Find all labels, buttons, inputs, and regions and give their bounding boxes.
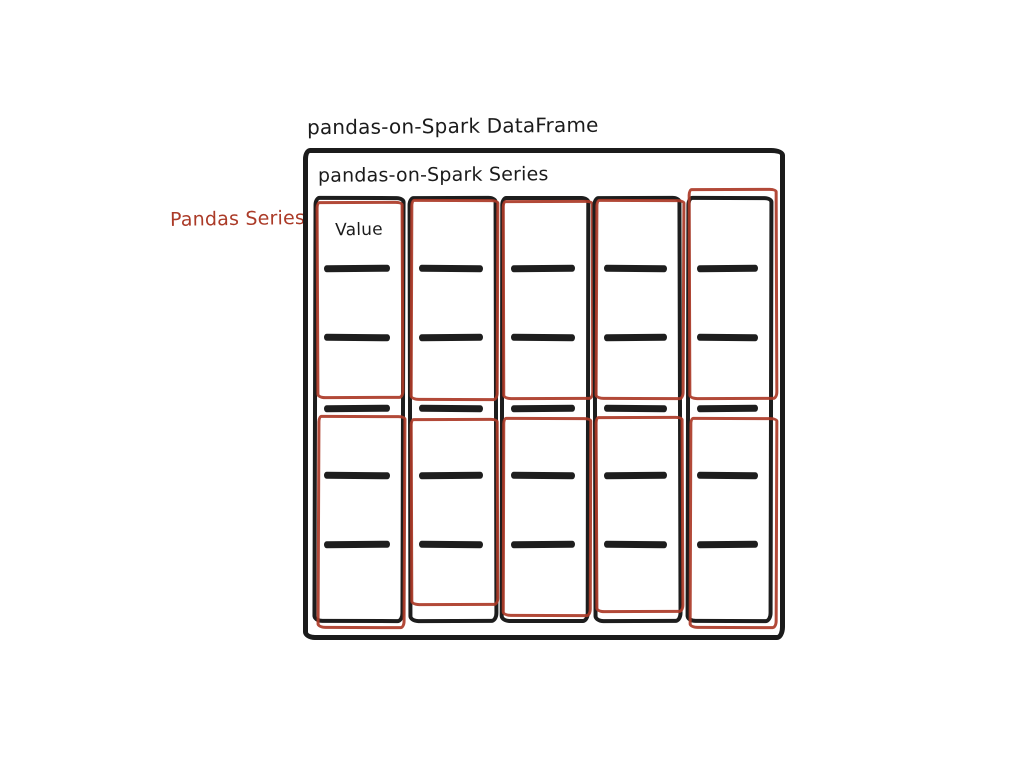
row-value-mark: [419, 405, 483, 413]
pandas-series-partition-box: [688, 188, 779, 400]
pandas-series-partition-box: [410, 199, 500, 401]
pandas-on-spark-series-label: pandas-on-Spark Series: [317, 163, 549, 187]
row-value-mark: [511, 405, 575, 413]
row-value-mark: [604, 405, 667, 413]
pandas-series-partition-box: [502, 417, 593, 617]
pandas-series-partition-box: [595, 199, 686, 400]
pandas-series-partition-box: [410, 418, 500, 606]
row-value-mark: [324, 405, 390, 413]
dataframe-title-label: pandas-on-Spark DataFrame: [306, 112, 599, 140]
pandas-series-partition-box: [689, 417, 779, 629]
pandas-series-partition-box: [595, 416, 685, 613]
pandas-series-label: Pandas Series: [169, 206, 306, 231]
pandas-series-partition-box: [502, 200, 595, 400]
pandas-series-partition-box: [317, 415, 407, 629]
row-value-mark: [697, 405, 758, 413]
value-header: Value: [334, 219, 384, 241]
